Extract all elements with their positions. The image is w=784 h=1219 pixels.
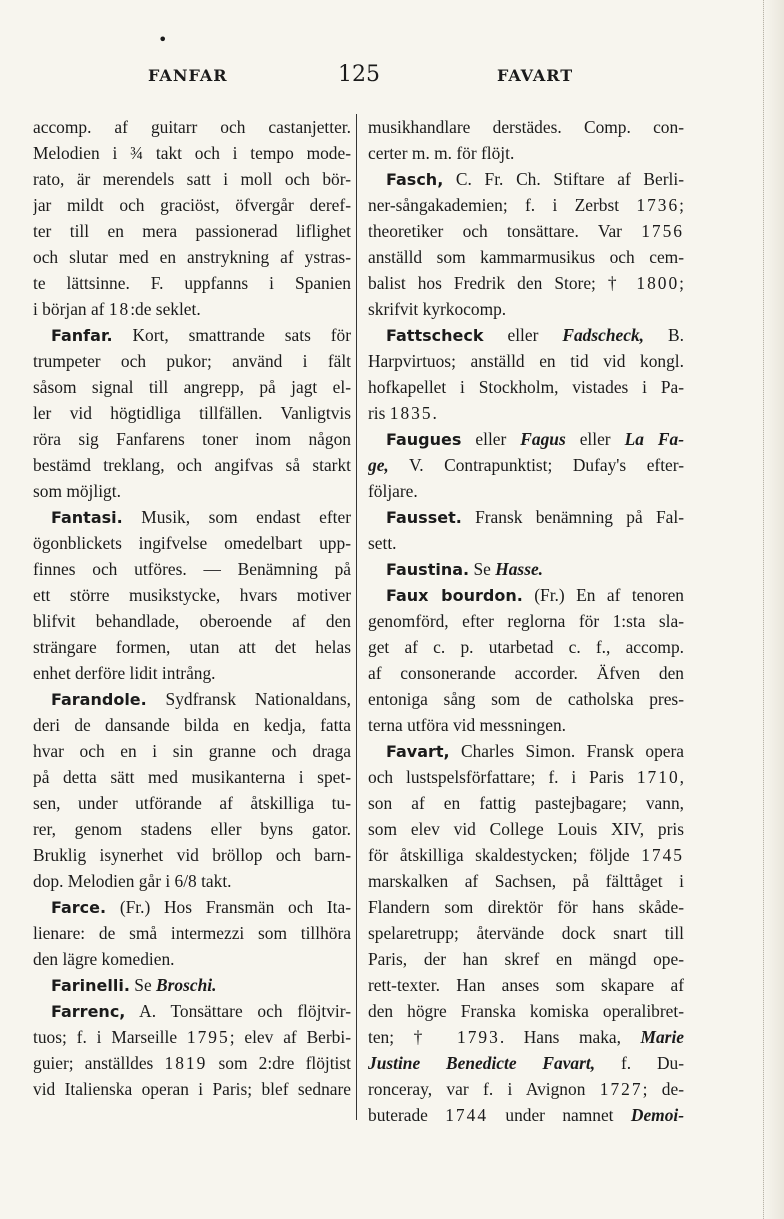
text-run: ten; † <box>368 1027 458 1047</box>
text-line <box>33 660 351 686</box>
text-line <box>33 166 351 192</box>
text-run: accomp. af guitarr och castanjetter. <box>33 117 351 137</box>
text-line <box>368 868 684 894</box>
text-line <box>33 946 351 972</box>
text-line <box>33 1024 351 1050</box>
entry-headword: Farandole. <box>51 690 147 709</box>
text-run: C. Fr. Ch. Stiftare af Berli- <box>443 169 684 189</box>
text-run: som elev vid College Louis XIV, pris <box>368 819 684 839</box>
entry-headword: Favart, <box>386 742 450 761</box>
text-run: rer, genom stadens eller byns gator. <box>33 819 351 839</box>
text-run: hofkapellet i Stockholm, vistades i Pa- <box>368 377 684 397</box>
entry-headword: Fantasi. <box>51 508 123 527</box>
text-run: Bruklig isynerhet vid bröllop och barn- <box>33 845 351 865</box>
text-line <box>368 244 684 270</box>
text-run: get af c. p. utarbetad c. f., accomp. <box>368 637 684 657</box>
text-line <box>368 998 684 1024</box>
text-line <box>33 296 351 322</box>
entry-headword: Fattscheck <box>386 326 484 345</box>
text-run: . Hans maka, <box>499 1027 641 1047</box>
text-run: och slutar med en anstrykning af ystras- <box>33 247 351 267</box>
text-run: A. Tonsättare och flöjtvir- <box>125 1001 351 1021</box>
text-line <box>368 842 684 868</box>
entry-headword: Faugues <box>386 430 462 449</box>
text-run: B. <box>644 325 684 345</box>
entry-headword: Farce. <box>51 898 107 917</box>
text-run: 1835 <box>389 403 433 423</box>
text-run: sen, under utförande af åtskilliga tu- <box>33 793 351 813</box>
text-run: terna utföra vid messningen. <box>368 715 567 735</box>
text-line <box>33 218 351 244</box>
text-line <box>33 842 351 868</box>
text-run: rett-texter. Han anses som skapare af <box>368 975 684 995</box>
text-line <box>368 816 684 842</box>
text-run: Fransk benämning på Fal- <box>461 507 684 527</box>
text-line <box>368 660 684 686</box>
text-line <box>33 478 351 504</box>
text-run: ögonblickets ingifvelse omedelbart upp- <box>33 533 351 553</box>
text-line <box>33 998 351 1024</box>
text-line <box>368 1076 684 1102</box>
text-run: den lägre komedien. <box>33 949 175 969</box>
text-line <box>368 504 684 530</box>
text-run: 1756 <box>641 221 684 241</box>
text-line <box>368 686 684 712</box>
text-line <box>33 634 351 660</box>
text-run: ; elev af Berbi- <box>229 1027 351 1047</box>
text-run: Harpvirtuos; anställd en tid vid kongl. <box>368 351 684 371</box>
text-run: trumpeter och pukor; använd i fält <box>33 351 351 371</box>
text-line <box>33 504 351 530</box>
text-line <box>33 530 351 556</box>
text-run: eller <box>461 429 521 449</box>
text-run: 18 <box>108 299 131 319</box>
italic-reference: Fagus <box>520 429 566 449</box>
text-line <box>33 452 351 478</box>
text-line <box>368 114 684 140</box>
text-run: 1795 <box>186 1027 230 1047</box>
text-line <box>368 270 684 296</box>
text-line <box>33 868 351 894</box>
text-run: te lättsinne. F. uppfanns i Spanien <box>33 273 351 293</box>
text-line <box>368 1102 684 1128</box>
text-run: 1800 <box>636 273 680 293</box>
italic-reference: Fadscheck, <box>562 325 645 345</box>
text-line <box>33 192 351 218</box>
text-run: på detta sätt med musikanterna i spet- <box>33 767 351 787</box>
text-line <box>33 244 351 270</box>
text-run: hvar och en i sin granne och draga <box>33 741 351 761</box>
running-head-right: FAVART <box>497 66 574 85</box>
printer-dot: • <box>158 30 168 49</box>
italic-reference: Demoi- <box>630 1105 684 1125</box>
text-run: entoniga sång som de catholska pres- <box>368 689 684 709</box>
text-line <box>33 972 351 998</box>
text-line <box>368 140 684 166</box>
text-run: . <box>432 403 437 423</box>
text-run: ronceray, var f. i Avignon <box>368 1079 600 1099</box>
text-run: (Fr.) En af tenoren <box>522 585 684 605</box>
text-line <box>368 296 684 322</box>
text-run: blifvit behandlade, oberoende af den <box>33 611 351 631</box>
text-run: Sydfransk Nationaldans, <box>146 689 351 709</box>
italic-reference: Broschi. <box>156 975 217 995</box>
text-line <box>368 582 684 608</box>
text-line <box>368 452 684 478</box>
text-run: ler vid högtidliga tillfällen. Vanligtvis <box>33 403 351 423</box>
text-run: röra sig Fanfarens toner inom någon <box>33 429 351 449</box>
text-line <box>33 270 351 296</box>
text-line <box>33 400 351 426</box>
text-run: (Fr.) Hos Fransmän och Ita- <box>106 897 351 917</box>
text-line <box>33 374 351 400</box>
text-line <box>33 114 351 140</box>
text-run: anställd som kammarmusikus och cem- <box>368 247 684 267</box>
text-run: Kort, smattrande sats för <box>112 325 351 345</box>
text-run: marskalken af Sachsen, på fälttåget i <box>368 871 684 891</box>
text-line <box>368 192 684 218</box>
text-line <box>368 166 684 192</box>
text-line <box>33 582 351 608</box>
text-line <box>368 894 684 920</box>
text-run: af consonerande accorder. Äfven den <box>368 663 684 683</box>
entry-headword: Fausset. <box>386 508 462 527</box>
text-run: under namnet <box>488 1105 631 1125</box>
text-line <box>368 712 684 738</box>
text-run: 1819 <box>164 1053 208 1073</box>
text-run: musikhandlare derstädes. Comp. con- <box>368 117 684 137</box>
text-run: f. Du- <box>595 1053 684 1073</box>
text-run: ett större musikstycke, hvars motiver <box>33 585 351 605</box>
text-run: finnes och utföres. — Benämning på <box>33 559 351 579</box>
text-run: genomförd, efter reglorna för 1:sta sla- <box>368 611 684 631</box>
text-line <box>33 426 351 452</box>
text-line <box>368 790 684 816</box>
text-line <box>33 712 351 738</box>
text-run: 1727 <box>599 1079 643 1099</box>
italic-reference: Hasse. <box>495 559 544 579</box>
text-run: eller <box>565 429 625 449</box>
text-run: ris <box>368 403 390 423</box>
text-run: följare. <box>368 481 418 501</box>
text-line <box>368 348 684 374</box>
text-run: Paris, der han skref en mängd ope- <box>368 949 684 969</box>
text-run: i början af <box>33 299 109 319</box>
page-number: 125 <box>338 62 380 87</box>
text-line <box>33 738 351 764</box>
text-run: deri de dansande bilda en kedja, fatta <box>33 715 351 735</box>
italic-reference: ge, <box>368 455 389 475</box>
text-line <box>33 764 351 790</box>
text-run: skrifvit kyrkocomp. <box>368 299 507 319</box>
text-run: lienare: de små intermezzi som tillhöra <box>33 923 351 943</box>
text-line <box>368 322 684 348</box>
text-run: tuos; f. i Marseille <box>33 1027 187 1047</box>
text-line <box>368 1024 684 1050</box>
text-run: Flandern som direktör för hans skåde- <box>368 897 684 917</box>
text-line <box>368 400 684 426</box>
text-line <box>33 1076 351 1102</box>
text-run: bestämd treklang, och angifvas så starkt <box>33 455 351 475</box>
scan-edge <box>763 0 784 1219</box>
text-run: ter till en mera passionerad liflighet <box>33 221 351 241</box>
italic-reference: Justine Benedicte Favart, <box>368 1053 596 1073</box>
text-line <box>368 608 684 634</box>
text-run: strängare formen, utan att det helas <box>33 637 351 657</box>
text-run: 1793 <box>457 1027 500 1047</box>
italic-reference: Marie <box>640 1027 684 1047</box>
left-column <box>33 114 351 1102</box>
entry-headword: Fasch, <box>386 170 444 189</box>
text-run: , <box>679 767 684 787</box>
text-run: jar mildt och graciöst, öfvergår deref- <box>33 195 351 215</box>
text-line <box>33 920 351 946</box>
text-run: rato, är merendels satt i moll och bör- <box>33 169 351 189</box>
text-run: vid Italienska operan i Paris; blef sednare <box>33 1079 351 1099</box>
text-line <box>33 608 351 634</box>
right-column <box>368 114 684 1128</box>
text-run: Melodien i ¾ takt och i tempo mode- <box>33 143 351 163</box>
text-run: ; <box>679 195 684 215</box>
text-run: Se <box>469 559 496 579</box>
text-run: eller <box>483 325 563 345</box>
text-run: enhet derföre lidit intrång. <box>33 663 216 683</box>
text-line <box>33 556 351 582</box>
text-line <box>368 426 684 452</box>
text-line <box>368 634 684 660</box>
entry-headword: Farinelli. <box>51 976 130 995</box>
text-line <box>368 530 684 556</box>
text-line <box>368 946 684 972</box>
text-run: den högre Franska komiska operalibret- <box>368 1001 684 1021</box>
text-run: 1744 <box>445 1105 489 1125</box>
text-line <box>33 322 351 348</box>
text-line <box>368 478 684 504</box>
text-run: Charles Simon. Fransk opera <box>449 741 684 761</box>
text-line <box>33 686 351 712</box>
text-run: ; de- <box>642 1079 684 1099</box>
text-run: guier; anställdes <box>33 1053 165 1073</box>
text-run: theoretiker och tonsättare. Var <box>368 221 642 241</box>
text-run: 1745 <box>641 845 684 865</box>
entry-headword: Fanfar. <box>51 326 113 345</box>
entry-headword: Faustina. <box>386 560 470 579</box>
text-run: såsom signal till angrepp, på jagt el- <box>33 377 351 397</box>
text-run: som 2:dre flöjtist <box>207 1053 351 1073</box>
text-run: ner-sångakademien; f. i Zerbst <box>368 195 637 215</box>
entry-headword: Faux bourdon. <box>386 586 523 605</box>
text-line <box>33 1050 351 1076</box>
text-run: spelaretrupp; återvände dock snart till <box>368 923 684 943</box>
text-run: för åtskilliga skaldestycken; följde <box>368 845 642 865</box>
text-run: son af en fattig pastejbagare; vann, <box>368 793 684 813</box>
text-line <box>368 374 684 400</box>
text-line <box>33 348 351 374</box>
column-divider <box>356 114 357 1120</box>
text-line <box>368 920 684 946</box>
text-line <box>368 556 684 582</box>
text-run: sett. <box>368 533 397 553</box>
text-line <box>368 218 684 244</box>
text-run: ; <box>679 273 684 293</box>
text-run: Musik, som endast efter <box>122 507 351 527</box>
text-line <box>368 972 684 998</box>
running-head-left: FANFAR <box>148 66 228 85</box>
text-run: som möjligt. <box>33 481 121 501</box>
text-run: certer m. m. för flöjt. <box>368 143 515 163</box>
text-line <box>33 894 351 920</box>
text-run: buterade <box>368 1105 446 1125</box>
text-run: :de seklet. <box>130 299 201 319</box>
text-line <box>33 790 351 816</box>
text-run: dop. Melodien går i 6/8 takt. <box>33 871 232 891</box>
text-line <box>33 140 351 166</box>
italic-reference: La Fa- <box>624 429 684 449</box>
text-run: balist hos Fredrik den Store; † <box>368 273 637 293</box>
entry-headword: Farrenc, <box>51 1002 126 1021</box>
text-run: och lustspelsförfattare; f. i Paris <box>368 767 637 787</box>
text-run: V. Contrapunktist; Dufay's efter- <box>388 455 684 475</box>
text-line <box>33 816 351 842</box>
text-line <box>368 738 684 764</box>
text-line <box>368 764 684 790</box>
text-line <box>368 1050 684 1076</box>
text-run: Se <box>129 975 157 995</box>
text-run: 1736 <box>636 195 680 215</box>
text-run: 1710 <box>636 767 680 787</box>
